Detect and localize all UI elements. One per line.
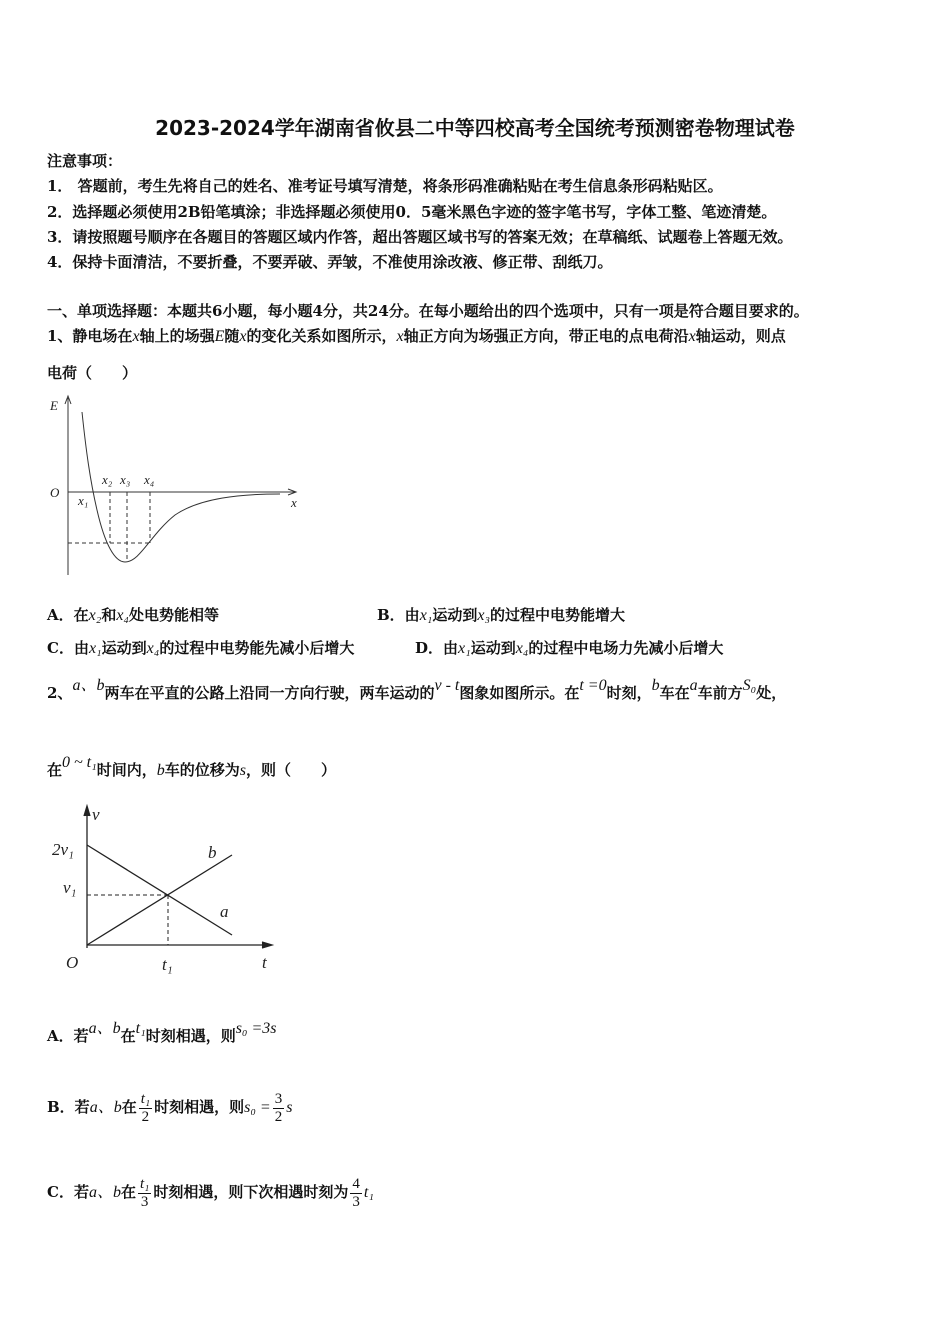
q1-option-b[interactable]: B．由x₁运动到x₃的过程中电势能增大 <box>377 606 626 624</box>
e-curve <box>82 412 280 562</box>
note-item: 3．请按照题号顺序在各题目的答题区域内作答，超出答题区域书写的答案无效；在草稿纸、试题卷上答题无效。 <box>47 228 793 246</box>
note-item: 4．保持卡面清洁，不要折叠，不要弄破、弄皱，不准使用涂改液、修正带、刮纸刀。 <box>47 253 613 271</box>
label-a: a <box>220 902 229 921</box>
notes-heading: 注意事项： <box>47 152 123 170</box>
label-origin: O <box>66 953 79 972</box>
label-v: v <box>92 805 100 824</box>
line-b <box>87 855 232 945</box>
q1-stem-line2: 电荷（ ） <box>47 364 138 382</box>
label-origin: O <box>50 485 60 500</box>
q1-option-c[interactable]: C．由x₁运动到x₄的过程中电势能先减小后增大 <box>47 639 355 657</box>
label-b: b <box>208 843 217 862</box>
label-x: x <box>291 495 297 510</box>
fraction: $\frac{3}{2}$ <box>274 1090 283 1125</box>
label-v1: v₁ <box>63 878 77 897</box>
q2-v-t-graph <box>45 800 285 980</box>
fraction: $\frac{\text{t₁}}{2}$ <box>140 1090 151 1125</box>
q1-stem-line1: 1、静电场在x轴上的场强E随x的变化关系如图所示，x轴正方向为场强正方向，带正电的点电荷沿x轴运动，则点 <box>47 327 786 345</box>
q1-e-x-graph <box>40 390 310 585</box>
q2-stem-line2: 在0 ~ t₁时间内，b车的位移为s，则（ ） <box>47 754 336 779</box>
page-title: 2023-2024学年湖南省攸县二中等四校高考全国统考预测密卷物理试卷 <box>155 116 795 140</box>
label-2v1: 2v₁ <box>52 840 74 859</box>
note-item: 1． 答题前，考生先将自己的姓名、准考证号填写清楚，将条形码准确粘贴在考生信息条形码粘贴区。 <box>47 177 723 195</box>
section-heading: 一、单项选择题：本题共6小题，每小题4分，共24分。在每小题给出的四个选项中，只有一项是符合题目要求的。 <box>47 302 809 320</box>
q2-option-c[interactable]: C．若a、b在 $\frac{\text{t₁}}{3}$ 时刻相遇，则下次相遇时刻为 $\frac{4}{3}$ t₁ <box>47 1175 374 1210</box>
label-x1: x₁ <box>78 493 89 508</box>
label-e: E <box>50 398 58 413</box>
q1-option-d[interactable]: D．由x₁运动到x₄的过程中电场力先减小后增大 <box>415 639 724 657</box>
note-item: 2．选择题必须使用2B铅笔填涂；非选择题必须使用0．5毫米黑色字迹的签字笔书写，字体工整、笔迹清楚。 <box>47 203 777 221</box>
q2-option-b[interactable]: B．若a、b在 $\frac{\text{t₁}}{2}$ 时刻相遇，则s₀ = $\frac{3}{2}$ s <box>47 1090 293 1125</box>
fraction: $\frac{4}{3}$ <box>352 1175 360 1210</box>
q2-stem-line1: 2、a、b两车在平直的公路上沿同一方向行驶，两车运动的v - t图象如图所示。在t =0时刻，b车在a车前方S₀处， <box>47 677 787 702</box>
label-x3: x₃ <box>120 472 131 487</box>
label-t1: t₁ <box>162 955 173 974</box>
label-x4: x₄ <box>144 472 155 487</box>
q2-option-a[interactable]: A．若a、b在t₁时刻相遇，则s₀ =3s <box>47 1020 277 1045</box>
q1-option-a[interactable]: A．在x₂和x₄处电势能相等 <box>47 606 220 624</box>
label-t: t <box>262 953 267 972</box>
label-x2: x₂ <box>102 472 113 487</box>
fraction: $\frac{\text{t₁}}{3}$ <box>139 1175 150 1210</box>
